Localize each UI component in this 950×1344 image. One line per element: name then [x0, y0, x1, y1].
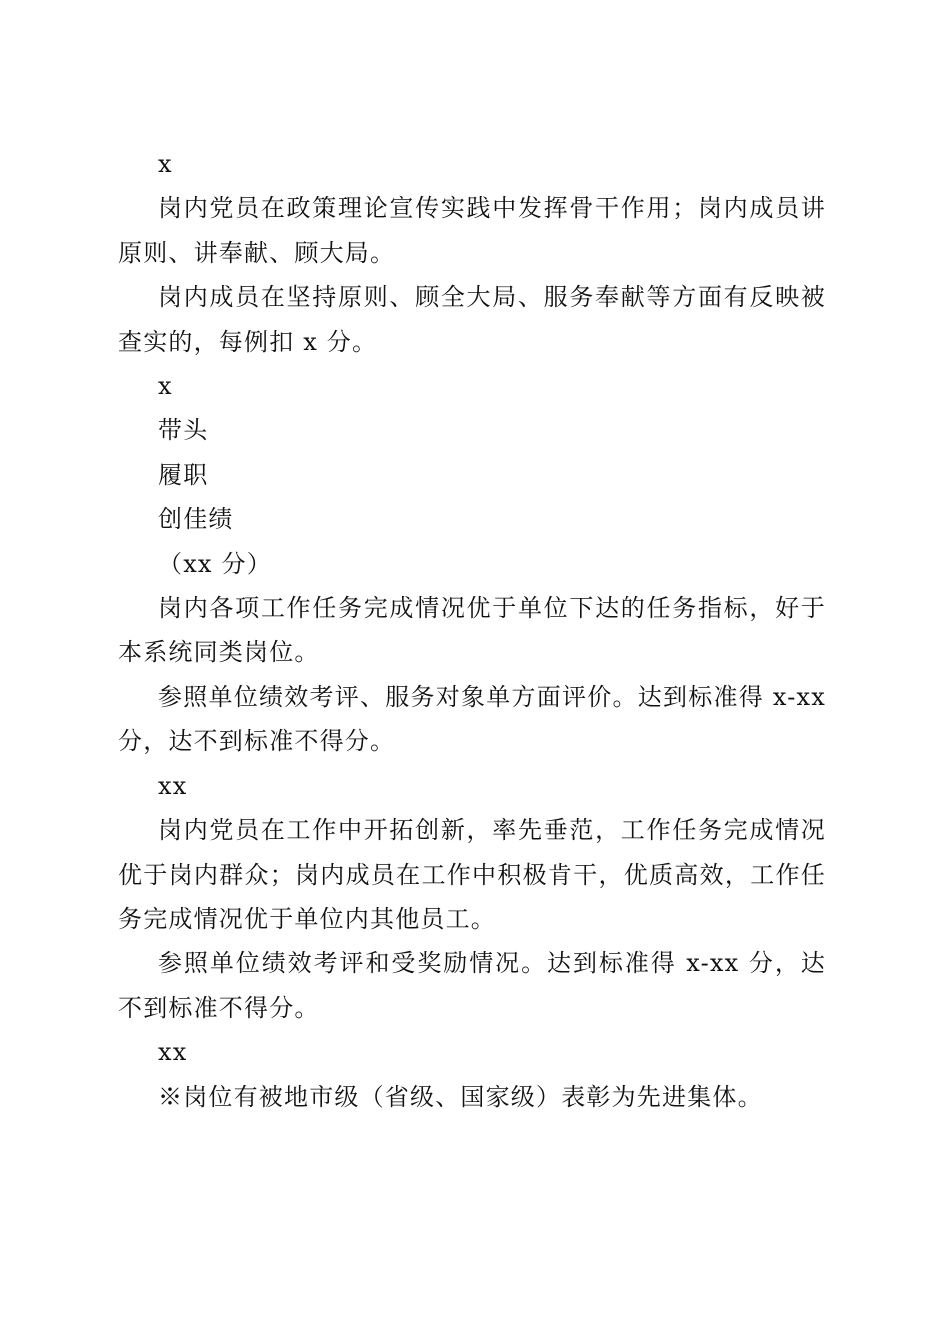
paragraph-innovation: 岗内党员在工作中开拓创新，率先垂范，工作任务完成情况优于岗内群众；岗内成员在工作中积极肯干，优质高效，工作任务完成情况优于单位内其他员工。	[118, 816, 826, 933]
paragraph-heading-lead: 带头	[158, 416, 209, 445]
paragraph-evaluation-rule-2: 参照单位绩效考评和受奖励情况。达到标准得 x-xx 分，达不到标准不得分。	[118, 949, 826, 1022]
paragraph-heading-points: （xx 分）	[158, 549, 272, 578]
paragraph-heading-performance: 创佳绩	[158, 505, 234, 534]
paragraph-party-role: 岗内党员在政策理论宣传实践中发挥骨干作用；岗内成员讲原则、讲奉献、顾大局。	[118, 194, 826, 267]
paragraph-deduction-rule: 岗内成员在坚持原则、顾全大局、服务奉献等方面有反映被查实的，每例扣 x 分。	[118, 283, 826, 356]
paragraph-commendation: ※岗位有被地市级（省级、国家级）表彰为先进集体。	[158, 1082, 763, 1111]
paragraph-score-4: xx	[158, 1038, 188, 1067]
paragraph-score-1: x	[158, 150, 173, 178]
paragraph-evaluation-rule-1: 参照单位绩效考评、服务对象单方面评价。达到标准得 x-xx 分，达不到标准不得分。	[118, 682, 826, 756]
paragraph-heading-duty: 履职	[158, 460, 209, 489]
document-body	[118, 142, 826, 1119]
paragraph-score-3: xx	[158, 771, 188, 800]
paragraph-task-completion: 岗内各项工作任务完成情况优于单位下达的任务指标，好于本系统同类岗位。	[118, 594, 826, 667]
paragraph-score-2: x	[158, 372, 173, 401]
